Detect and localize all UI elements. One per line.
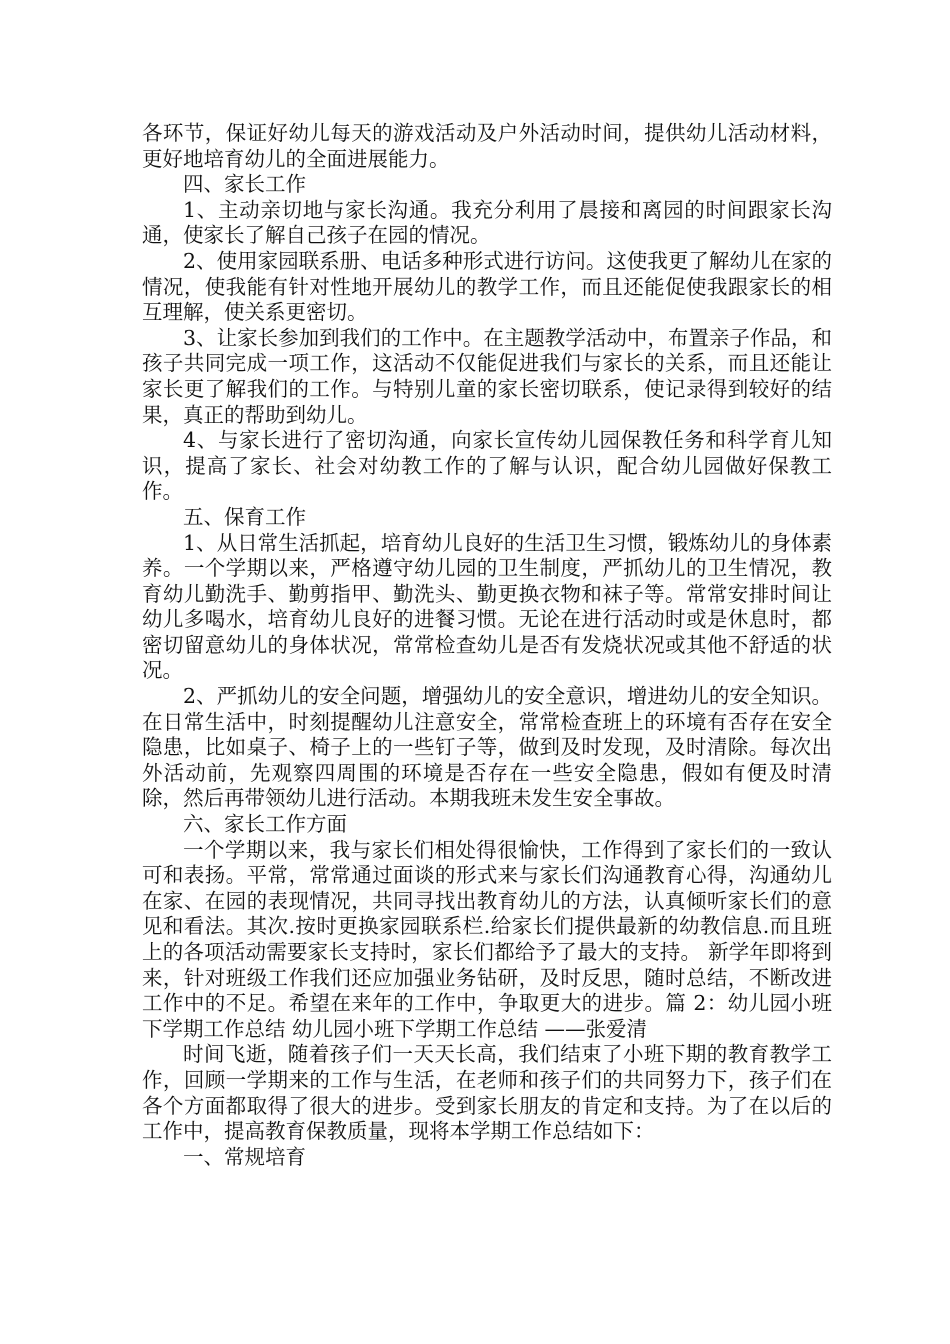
paragraph-parent-work-2: 2、使用家园联系册、电话多种形式进行访问。这使我更了解幼儿在家的情况，使我能有针对性地开展幼儿的教学工作，而且还能促使我跟家长的相互理解，使关系更密切。 [142,248,832,325]
paragraph-parent-aspects: 一个学期以来，我与家长们相处得很愉快，工作得到了家长们的一致认可和表扬。平常，常常通过面谈的形式来与家长们沟通教育心得，沟通幼儿在家、在园的表现情况，共同寻找出教育幼儿的方法，认真倾听家长们的意见和看法。其次.按时更换家园联系栏.给家长们提供最新的幼教信息.而且班上的各项活动需要家长支持时，家长们都给予了最大的支持。 新学年即将到来，针对班级工作我们还应加强业务钻研，及时反思，随时总结，不断改进工作中的不足。希望在来年的工作中，争取更大的进步。篇 2：幼儿园小班下学期工作总结 幼儿园小班下学期工作总结 ——张爱清 [142,837,832,1041]
paragraph-care-work-1: 1、从日常生活抓起，培育幼儿良好的生活卫生习惯，锻炼幼儿的身体素养。一个学期以来，严格遵守幼儿园的卫生制度，严抓幼儿的卫生情况，教育幼儿勤洗手、勤剪指甲、勤洗头、勤更换衣物和袜子等。常常安排时间让幼儿多喝水，培育幼儿良好的进餐习惯。无论在进行活动时或是休息时，都密切留意幼儿的身体状况，常常检查幼儿是否有发烧状况或其他不舒适的状况。 [142,530,832,683]
paragraph-parent-work-1: 1、主动亲切地与家长沟通。我充分利用了晨接和离园的时间跟家长沟通，使家长了解自己孩子在园的情况。 [142,197,832,248]
paragraph-continuation: 各环节，保证好幼儿每天的游戏活动及户外活动时间，提供幼儿活动材料，更好地培育幼儿的全面进展能力。 [142,121,832,171]
section-heading-parent-work: 四、家长工作 [183,172,306,197]
paragraph-parent-work-4: 4、与家长进行了密切沟通，向家长宣传幼儿园保教任务和科学育儿知识，提高了家长、社会对幼教工作的了解与认识，配合幼儿园做好保教工作。 [142,428,832,504]
section-heading-routine-training: 一、常规培育 [183,1144,306,1169]
paragraph-summary-intro: 时间飞逝，随着孩子们一天天长高，我们结束了小班下期的教育教学工作，回顾一学期来的工作与生活，在老师和孩子们的共同努力下，孩子们在各个方面都取得了很大的进步。受到家长朋友的肯定和支持。为了在以后的工作中，提高教育保教质量，现将本学期工作总结如下： [142,1042,832,1144]
section-heading-parent-aspects: 六、家长工作方面 [183,812,347,837]
paragraph-care-work-2: 2、严抓幼儿的安全问题，增强幼儿的安全意识，增进幼儿的安全知识。在日常生活中，时刻提醒幼儿注意安全，常常检查班上的环境有否存在安全隐患，比如桌子、椅子上的一些钉子等，做到及时发现，及时清除。每次出外活动前，先观察四周围的环境是否存在一些安全隐患，假如有便及时清除，然后再带领幼儿进行活动。本期我班未发生安全事故。 [142,684,832,811]
section-heading-care-work: 五、保育工作 [183,504,306,529]
document-body [142,121,832,1170]
paragraph-parent-work-3: 3、让家长参加到我们的工作中。在主题教学活动中，布置亲子作品，和孩子共同完成一项工作，这活动不仅能促进我们与家长的关系，而且还能让家长更了解我们的工作。与特别儿童的家长密切联系，使记录得到较好的结果，真正的帮助到幼儿。 [142,325,832,427]
